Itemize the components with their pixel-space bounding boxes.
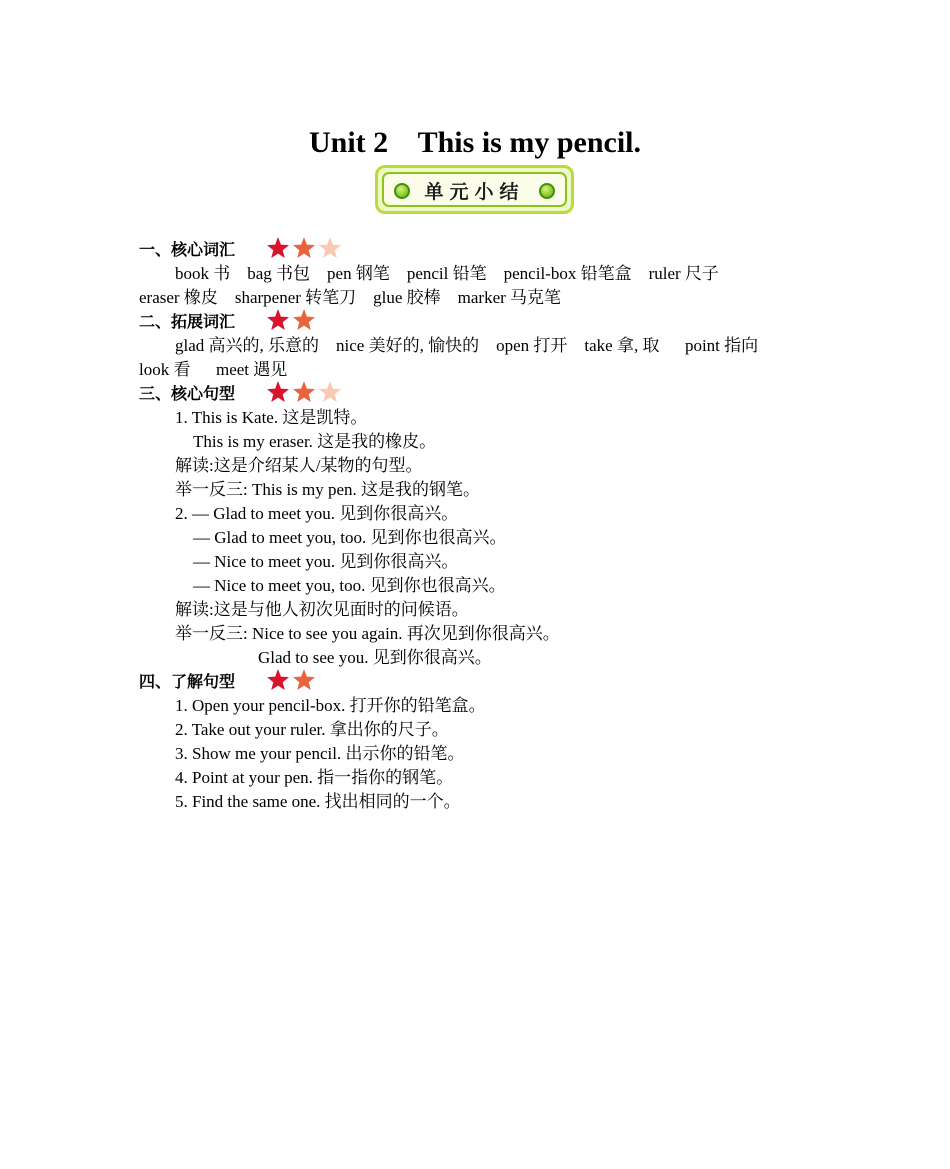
sentence-line: — Nice to meet you, too. 见到你也很高兴。 xyxy=(193,576,506,595)
sentence-line: 5. Find the same one. 找出相同的一个。 xyxy=(175,792,461,811)
rating-stars xyxy=(266,236,344,260)
sentence-line: 3. Show me your pencil. 出示你的铅笔。 xyxy=(175,744,465,763)
star-icon xyxy=(292,236,316,260)
sentence-line: 1. This is Kate. 这是凯特。 xyxy=(175,408,368,427)
section-heading-know-sentences: 四、了解句型 xyxy=(139,672,236,691)
page-title: Unit 2 This is my pencil. xyxy=(308,126,641,159)
vocab-line: book 书 bag 书包 pen 钢笔 pencil 铅笔 pencil-box 铅笔盒 ruler 尺子 xyxy=(175,264,719,283)
explanation-line: 解读:这是与他人初次见面时的问候语。 xyxy=(175,600,469,619)
star-icon xyxy=(318,380,342,404)
rating-stars xyxy=(266,308,318,332)
sentence-line: — Nice to meet you. 见到你很高兴。 xyxy=(193,552,459,571)
sentence-line: 2. — Glad to meet you. 见到你很高兴。 xyxy=(175,504,459,523)
example-line: 举一反三: This is my pen. 这是我的钢笔。 xyxy=(175,480,481,499)
star-icon xyxy=(266,668,290,692)
badge-text: 单元小结 xyxy=(424,181,525,203)
star-icon xyxy=(266,236,290,260)
star-icon xyxy=(292,308,316,332)
green-dot-icon xyxy=(539,183,555,199)
section-heading-core-vocab: 一、核心词汇 xyxy=(139,240,236,259)
sentence-line: — Glad to meet you, too. 见到你也很高兴。 xyxy=(193,528,507,547)
unit-summary-badge xyxy=(375,165,574,214)
example-line: 举一反三: Nice to see you again. 再次见到你很高兴。 xyxy=(175,624,560,643)
star-icon xyxy=(266,380,290,404)
star-icon xyxy=(318,236,342,260)
rating-stars xyxy=(266,668,318,692)
section-heading-extended-vocab: 二、拓展词汇 xyxy=(139,312,236,331)
sentence-line: 1. Open your pencil-box. 打开你的铅笔盒。 xyxy=(175,696,486,715)
star-icon xyxy=(292,380,316,404)
sentence-line: This is my eraser. 这是我的橡皮。 xyxy=(193,432,437,451)
section-heading-core-sentences: 三、核心句型 xyxy=(139,384,236,403)
example-line: Glad to see you. 见到你很高兴。 xyxy=(258,648,492,667)
vocab-line: look 看 meet 遇见 xyxy=(139,360,288,379)
rating-stars xyxy=(266,380,344,404)
star-icon xyxy=(266,308,290,332)
vocab-line: glad 高兴的, 乐意的 nice 美好的, 愉快的 open 打开 take 拿, 取 point 指向 xyxy=(175,336,759,355)
vocab-line: eraser 橡皮 sharpener 转笔刀 glue 胶棒 marker 马克笔 xyxy=(139,288,562,307)
sentence-line: 4. Point at your pen. 指一指你的钢笔。 xyxy=(175,768,454,787)
sentence-line: 2. Take out your ruler. 拿出你的尺子。 xyxy=(175,720,449,739)
star-icon xyxy=(292,668,316,692)
explanation-line: 解读:这是介绍某人/某物的句型。 xyxy=(175,456,423,475)
